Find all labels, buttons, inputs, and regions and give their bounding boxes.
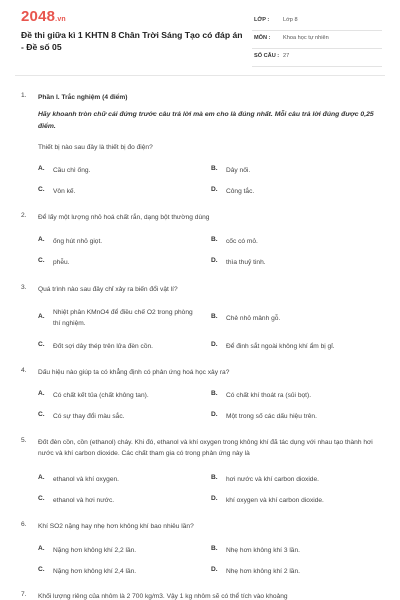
option-text: Chẻ nhỏ mảnh gỗ.: [226, 315, 281, 322]
option-text: Dây nối.: [226, 167, 251, 174]
question-number: 2.: [21, 212, 27, 219]
option-text: Công tắc.: [226, 188, 255, 195]
option-letter: A.: [38, 545, 45, 552]
section-title: Phần I. Trắc nghiệm (4 điểm): [38, 94, 128, 101]
option-letter: D.: [211, 566, 218, 573]
option-text: Có sự thay đổi màu sắc.: [53, 413, 125, 420]
option-text: khí oxygen và khí carbon dioxide.: [226, 497, 324, 504]
meta-value: Lớp 8: [283, 17, 298, 23]
option-text: Một trong số các dấu hiệu trên.: [226, 413, 317, 420]
option-letter: B.: [211, 236, 218, 243]
option-letter: B.: [211, 474, 218, 481]
meta-row-count: [252, 49, 382, 67]
option-text: Cầu chì ống.: [53, 167, 91, 174]
option-letter: A.: [38, 390, 45, 397]
site-logo[interactable]: [21, 8, 66, 25]
exam-meta: [252, 13, 382, 67]
question: [0, 591, 400, 600]
option-letter: C.: [38, 186, 45, 193]
meta-value: Khoa học tự nhiên: [283, 35, 329, 41]
exam-title: Đề thi giữa kì 1 KHTN 8 Chân Trời Sáng Tạo có đáp án - Đề số 05: [21, 30, 243, 52]
option-text: hơi nước và khí carbon dioxide.: [226, 476, 319, 483]
question-number: 5.: [21, 437, 27, 444]
option-letter: B.: [211, 313, 218, 320]
meta-value: 27: [283, 53, 290, 59]
question-text: Đốt đèn cồn, cồn (ethanol) cháy. Khi đó, ethanol và khí oxygen trong không khí đã tác dụng với nhau tạo thành hơi nước và khí carbon dioxide. Các chất tham gia có trong phản ứng này là: [38, 439, 373, 457]
question-number: 7.: [21, 591, 27, 598]
option-text: ethanol và khí oxygen.: [53, 476, 119, 483]
question-text: Quá trình nào sau đây chỉ xảy ra biến đổi vật lí?: [38, 286, 178, 293]
question-number: 6.: [21, 521, 27, 528]
option-letter: C.: [38, 495, 45, 502]
question-text: Thiết bị nào sau đây là thiết bị đo điện?: [38, 144, 153, 151]
meta-row-subject: [252, 31, 382, 49]
question-text: Khối lượng riêng của nhôm là 2 700 kg/m3. Vậy 1 kg nhôm sẽ có thể tích vào khoảng: [38, 593, 288, 600]
option-letter: C.: [38, 566, 45, 573]
option-letter: C.: [38, 411, 45, 418]
option-text: cốc có mỏ.: [226, 238, 258, 245]
meta-label: MÔN :: [254, 35, 271, 41]
question-text: Khí SO2 nặng hay nhẹ hơn không khí bao nhiêu lần?: [38, 523, 194, 530]
option-letter: A.: [38, 474, 45, 481]
instruction-text: Hãy khoanh tròn chữ cái đứng trước câu trả lời mà em cho là đúng nhất. Mỗi câu trả lời đúng được 0,25 điểm.: [38, 111, 374, 130]
page-header: [0, 0, 400, 66]
question-text: Để lấy một lượng nhỏ hoá chất rắn, dạng bột thường dùng: [38, 214, 210, 221]
option-text: Nhẹ hơn không khí 3 lần.: [226, 547, 300, 554]
option-letter: D.: [211, 495, 218, 502]
option-text: ống hút nhỏ giọt.: [53, 238, 103, 245]
option-letter: C.: [38, 257, 45, 264]
option-letter: A.: [38, 165, 45, 172]
option-text: ethanol và hơi nước.: [53, 497, 115, 504]
option-letter: B.: [211, 165, 218, 172]
option-text: Để đinh sắt ngoài không khí ẩm bị gỉ.: [226, 343, 335, 350]
question-number: 1.: [21, 92, 27, 99]
logo-domain: .vn: [55, 16, 66, 23]
option-text: Nặng hơn không khí 2,4 lần.: [53, 568, 137, 575]
header-divider: [15, 75, 385, 76]
question-number: 4.: [21, 367, 27, 374]
option-letter: A.: [38, 313, 45, 320]
meta-label: LỚP :: [254, 17, 270, 23]
option-text: Có chất khí thoát ra (sủi bọt).: [226, 392, 312, 399]
option-text: Có chất kết tủa (chất không tan).: [53, 392, 149, 399]
meta-label: SỐ CÂU :: [254, 53, 280, 59]
option-text: Nhẹ hơn không khí 2 lần.: [226, 568, 300, 575]
option-letter: C.: [38, 341, 45, 348]
option-letter: B.: [211, 390, 218, 397]
question-number: 3.: [21, 284, 27, 291]
meta-row-class: [252, 13, 382, 31]
option-letter: D.: [211, 411, 218, 418]
option-text: Nặng hơn không khí 2,2 lần.: [53, 547, 137, 554]
logo-text: 2048: [21, 8, 56, 25]
question-text: Dấu hiệu nào giúp ta có khẳng định có phản ứng hoá học xảy ra?: [38, 369, 230, 376]
option-text: Vôn kế.: [53, 188, 76, 195]
option-letter: D.: [211, 341, 218, 348]
option-letter: D.: [211, 257, 218, 264]
option-letter: B.: [211, 545, 218, 552]
option-text: Nhiệt phân KMnO4 để điều chế O2 trong phòng thí nghiệm.: [53, 309, 193, 327]
option-text: Đốt sợi dây thép trên lửa đèn cồn.: [53, 343, 154, 350]
option-text: thìa thuỷ tinh.: [226, 259, 266, 266]
option-text: phễu.: [53, 259, 70, 266]
option-letter: D.: [211, 186, 218, 193]
option-letter: A.: [38, 236, 45, 243]
